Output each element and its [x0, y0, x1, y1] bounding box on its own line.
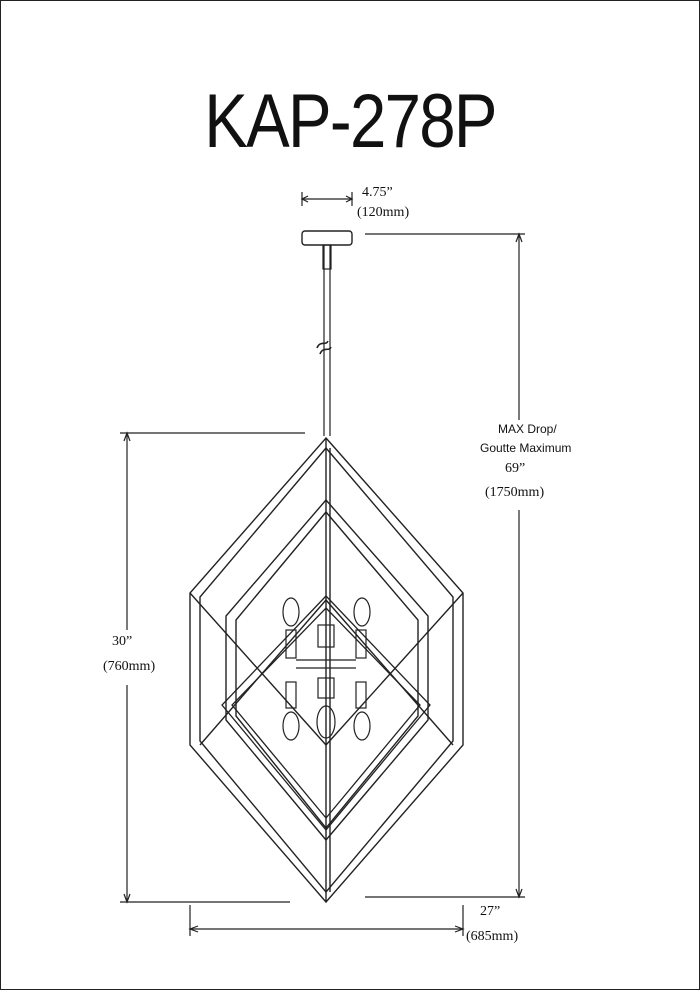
canopy-width-imperial: 4.75”: [362, 185, 393, 200]
width-metric: (685mm): [466, 929, 519, 944]
canopy: [302, 231, 352, 245]
max-drop-metric: (1750mm): [485, 485, 545, 500]
width-imperial: 27”: [480, 904, 501, 919]
height-metric: (760mm): [103, 659, 156, 674]
max-drop-dimension-line: [365, 234, 525, 897]
max-drop-label-en: MAX Drop/: [498, 422, 557, 436]
canopy-dimension-line: [302, 192, 352, 206]
canopy-width-metric: (120mm): [357, 205, 410, 220]
max-drop-imperial: 69”: [505, 461, 526, 476]
max-drop-label-fr: Goutte Maximum: [480, 441, 572, 455]
suspension-rod: [317, 245, 331, 436]
height-imperial: 30”: [112, 634, 133, 649]
width-dimension-line: [190, 905, 463, 936]
outer-frame: [190, 438, 463, 902]
model-title: KAP-278P: [204, 79, 496, 164]
